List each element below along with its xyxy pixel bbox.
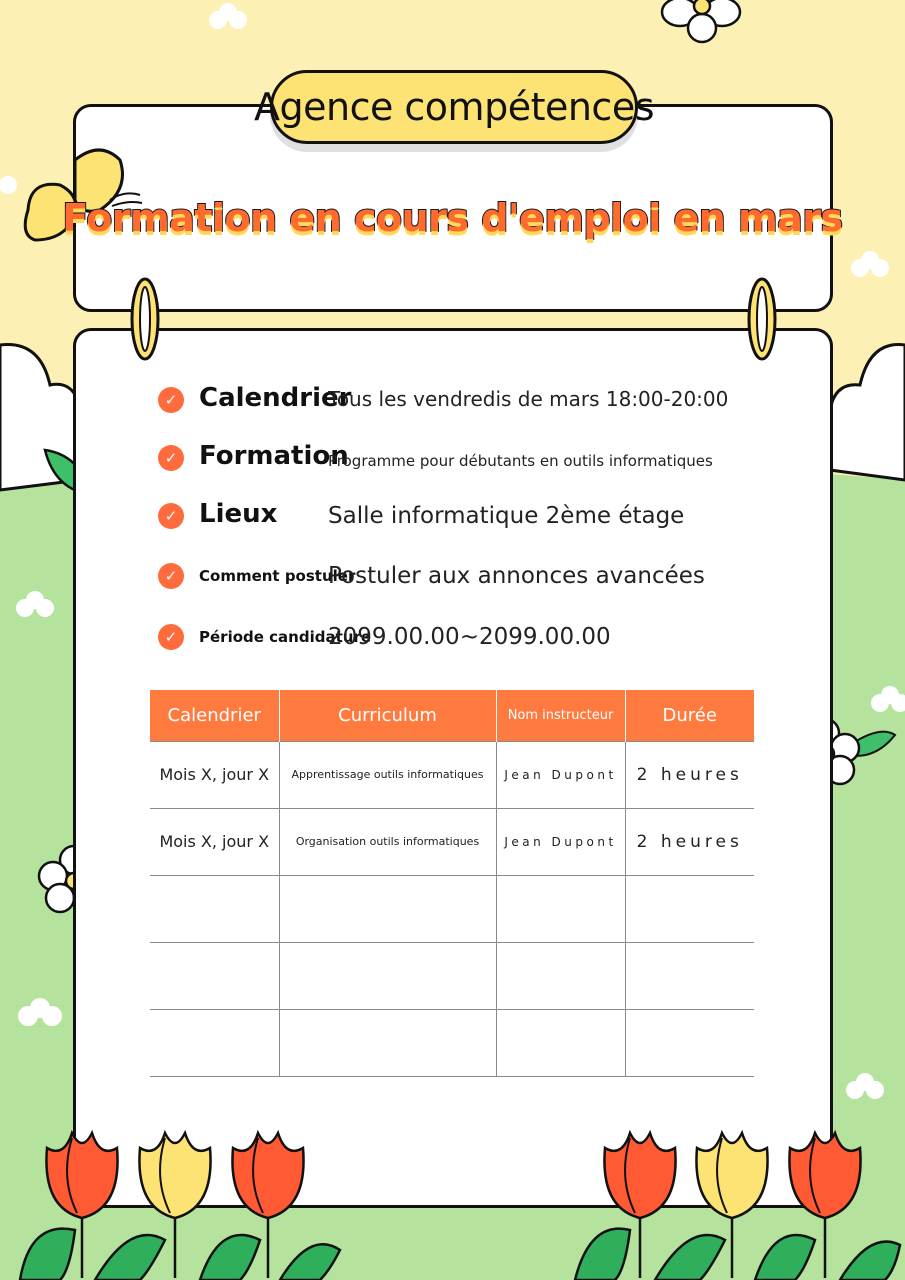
table-row bbox=[150, 875, 754, 942]
agency-badge bbox=[253, 70, 655, 144]
info-label: Formation bbox=[199, 441, 349, 471]
table-cell bbox=[496, 875, 625, 942]
table-cell bbox=[279, 1009, 496, 1076]
check-icon: ✓ bbox=[158, 387, 184, 413]
column-header: Nom instructeur bbox=[496, 690, 625, 741]
info-value: 2099.00.00~2099.00.00 bbox=[328, 624, 611, 650]
table-cell bbox=[279, 942, 496, 1009]
table-cell: Jean Dupont bbox=[496, 808, 625, 875]
tulip-border bbox=[0, 1120, 905, 1280]
table-cell: Mois X, jour X bbox=[150, 741, 279, 808]
table-cell bbox=[625, 875, 754, 942]
table-cell bbox=[625, 1009, 754, 1076]
table-cell bbox=[496, 942, 625, 1009]
table-row bbox=[150, 942, 754, 1009]
check-icon: ✓ bbox=[158, 503, 184, 529]
agency-name: Agence compétences bbox=[253, 85, 655, 129]
table-row bbox=[150, 808, 754, 875]
flower-icon bbox=[662, 0, 740, 42]
table-cell: 2 heures bbox=[625, 741, 754, 808]
table-cell bbox=[150, 875, 279, 942]
schedule-table bbox=[150, 690, 754, 1077]
table-row bbox=[150, 741, 754, 808]
column-header: Durée bbox=[625, 690, 754, 741]
column-header: Calendrier bbox=[150, 690, 279, 741]
check-icon: ✓ bbox=[158, 445, 184, 471]
check-icon: ✓ bbox=[158, 624, 184, 650]
table-header-row bbox=[150, 690, 754, 741]
table-cell: Mois X, jour X bbox=[150, 808, 279, 875]
info-value: Postuler aux annonces avancées bbox=[328, 563, 705, 589]
table-cell: 2 heures bbox=[625, 808, 754, 875]
table-cell bbox=[496, 1009, 625, 1076]
info-label: Lieux bbox=[199, 499, 278, 529]
info-label: Calendrier bbox=[199, 383, 352, 413]
table-cell bbox=[150, 1009, 279, 1076]
table-cell bbox=[150, 942, 279, 1009]
page-title: Formation en cours d'emploi en mars bbox=[62, 196, 843, 240]
ring-icon bbox=[125, 272, 165, 367]
ring-icon bbox=[742, 272, 782, 367]
info-value: Salle informatique 2ème étage bbox=[328, 503, 685, 529]
table-cell bbox=[279, 875, 496, 942]
info-value: Programme pour débutants en outils informatiques bbox=[328, 452, 713, 470]
table-row bbox=[150, 1009, 754, 1076]
cloud-right bbox=[830, 345, 905, 481]
leaf-icon bbox=[20, 1229, 900, 1280]
check-icon: ✓ bbox=[158, 563, 184, 589]
table-cell: Jean Dupont bbox=[496, 741, 625, 808]
info-label: Période candidature bbox=[199, 628, 371, 646]
table-cell: Organisation outils informatiques bbox=[279, 808, 496, 875]
info-label: Comment postuler bbox=[199, 567, 356, 585]
table-cell: Apprentissage outils informatiques bbox=[279, 741, 496, 808]
info-value: Tous les vendredis de mars 18:00-20:00 bbox=[328, 387, 729, 411]
table-cell bbox=[625, 942, 754, 1009]
column-header: Curriculum bbox=[279, 690, 496, 741]
